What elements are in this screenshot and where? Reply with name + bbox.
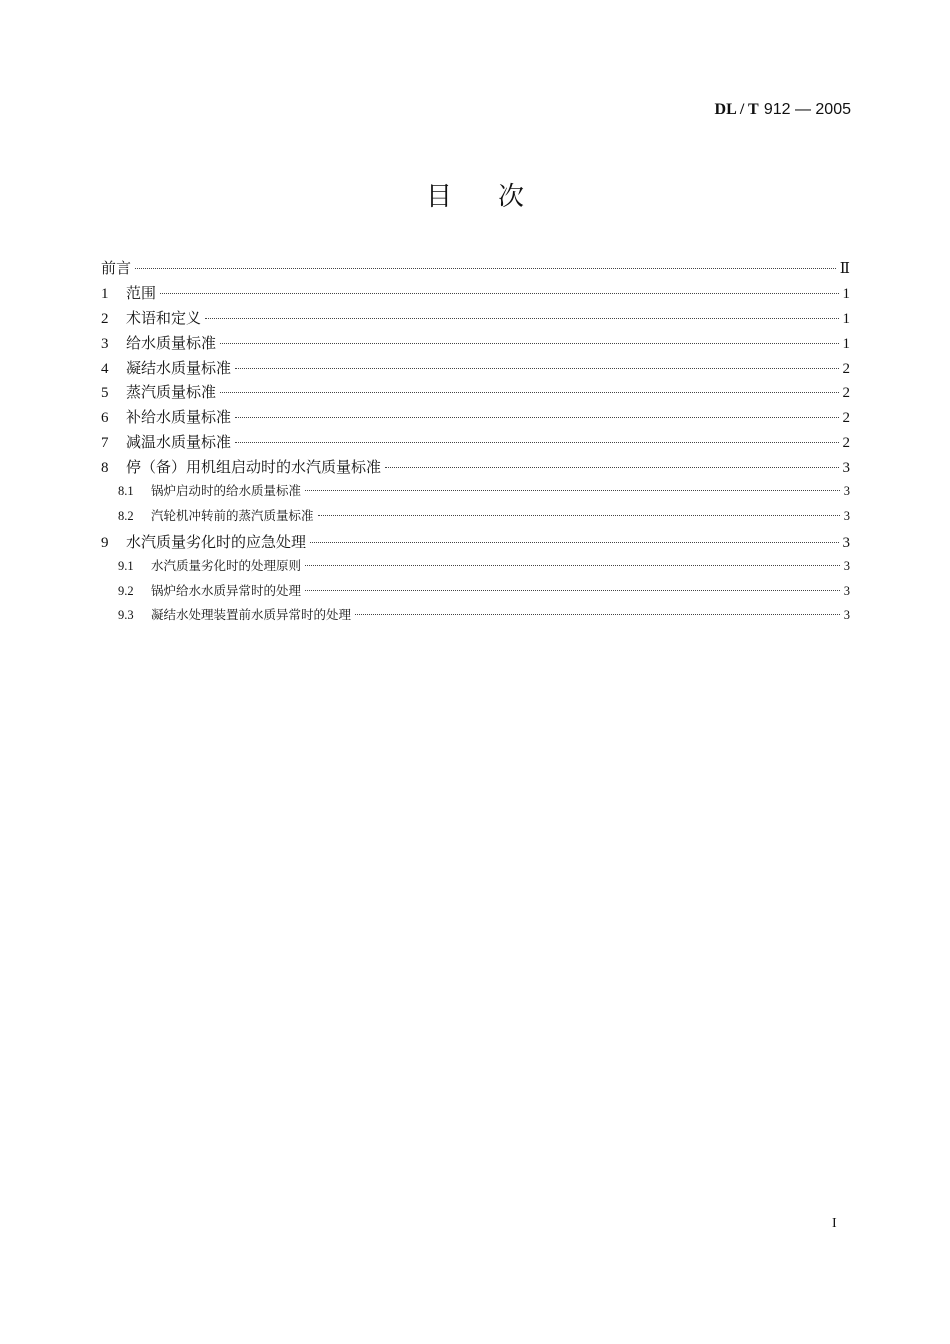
table-of-contents (101, 257, 850, 630)
toc-leader-dots (160, 293, 838, 294)
toc-entry[interactable] (101, 605, 850, 630)
toc-entry[interactable] (101, 506, 850, 531)
toc-leader-dots (305, 490, 840, 491)
toc-entry-number: 4 (101, 360, 109, 377)
toc-entry-title: 补给水质量标准 (126, 408, 232, 427)
toc-title: 目次 (425, 182, 570, 212)
toc-entry[interactable] (101, 456, 850, 481)
toc-entry-page: 3 (842, 460, 850, 477)
toc-entry-title: 术语和定义 (126, 308, 202, 327)
toc-entry-number: 8.1 (118, 484, 134, 499)
toc-entry-number: 8.2 (118, 508, 134, 523)
toc-entry[interactable] (101, 531, 850, 556)
toc-leader-dots (385, 467, 838, 468)
toc-entry-title: 前言 (101, 259, 132, 277)
toc-entry-title: 汽轮机冲转前的蒸汽质量标准 (151, 507, 314, 523)
toc-leader-dots (310, 542, 838, 543)
toc-entry-number: 7 (101, 435, 109, 452)
toc-entry[interactable] (101, 282, 850, 307)
toc-entry-title: 水汽质量劣化时的处理原则 (151, 557, 302, 573)
toc-entry-page: 2 (842, 410, 850, 427)
toc-entry-number: 5 (101, 385, 109, 402)
document-code: 912 — 2005 (763, 101, 851, 118)
toc-leader-dots (355, 614, 840, 615)
toc-entry-number: 6 (101, 410, 109, 427)
toc-entry-title: 锅炉给水水质异常时的处理 (151, 582, 302, 598)
toc-entry[interactable] (101, 332, 850, 357)
toc-entry[interactable] (101, 307, 850, 332)
toc-entry-title: 锅炉启动时的给水质量标准 (151, 483, 302, 499)
toc-entry-number: 2 (101, 310, 109, 327)
toc-entry-title: 停（备）用机组启动时的水汽质量标准 (126, 458, 382, 477)
toc-entry-page: 3 (843, 484, 850, 499)
toc-leader-dots (235, 368, 838, 369)
toc-entry-number: 3 (101, 335, 109, 352)
toc-entry-page: 2 (842, 435, 850, 452)
toc-entry[interactable] (101, 257, 850, 282)
toc-entry-number: 8 (101, 460, 109, 477)
toc-leader-dots (135, 268, 836, 269)
toc-entry[interactable] (101, 581, 850, 606)
toc-entry-page: 3 (842, 534, 850, 551)
toc-entry-title: 范围 (126, 283, 157, 302)
toc-leader-dots (235, 417, 838, 418)
document-number (715, 99, 851, 119)
toc-entry-number: 1 (101, 285, 109, 302)
toc-leader-dots (318, 515, 840, 516)
toc-entry[interactable] (101, 481, 850, 506)
toc-entry-page: 3 (843, 608, 850, 623)
toc-entry-page: 2 (842, 360, 850, 377)
toc-entry-title: 蒸汽质量标准 (126, 383, 217, 402)
toc-entry[interactable] (101, 357, 850, 382)
toc-leader-dots (205, 318, 838, 319)
document-prefix: DL / T (714, 101, 759, 118)
toc-entry-page: 2 (842, 385, 850, 402)
footer-page-number: I (832, 1216, 837, 1231)
toc-entry-title: 减温水质量标准 (126, 433, 232, 452)
toc-entry-title: 凝结水质量标准 (126, 358, 232, 377)
toc-entry-page: 3 (843, 583, 850, 598)
toc-leader-dots (235, 442, 838, 443)
toc-leader-dots (220, 392, 838, 393)
toc-entry-number: 9.3 (118, 608, 134, 623)
toc-leader-dots (305, 590, 840, 591)
toc-entry-page: 3 (843, 508, 850, 523)
toc-entry[interactable] (101, 381, 850, 406)
toc-entry-number: 9 (101, 534, 109, 551)
toc-entry-title: 水汽质量劣化时的应急处理 (126, 532, 307, 551)
toc-leader-dots (305, 565, 840, 566)
toc-entry-page: 1 (842, 310, 850, 327)
toc-leader-dots (220, 343, 838, 344)
toc-entry-title: 给水质量标准 (126, 333, 217, 352)
toc-entry-page: 1 (842, 285, 850, 302)
toc-entry-page: Ⅱ (839, 261, 850, 277)
toc-entry[interactable] (101, 431, 850, 456)
toc-entry[interactable] (101, 556, 850, 581)
toc-entry-number: 9.2 (118, 583, 134, 598)
toc-entry-title: 凝结水处理装置前水质异常时的处理 (151, 607, 352, 623)
toc-entry-page: 3 (843, 558, 850, 573)
toc-entry[interactable] (101, 406, 850, 431)
toc-entry-page: 1 (842, 335, 850, 352)
toc-entry-number: 9.1 (118, 558, 134, 573)
